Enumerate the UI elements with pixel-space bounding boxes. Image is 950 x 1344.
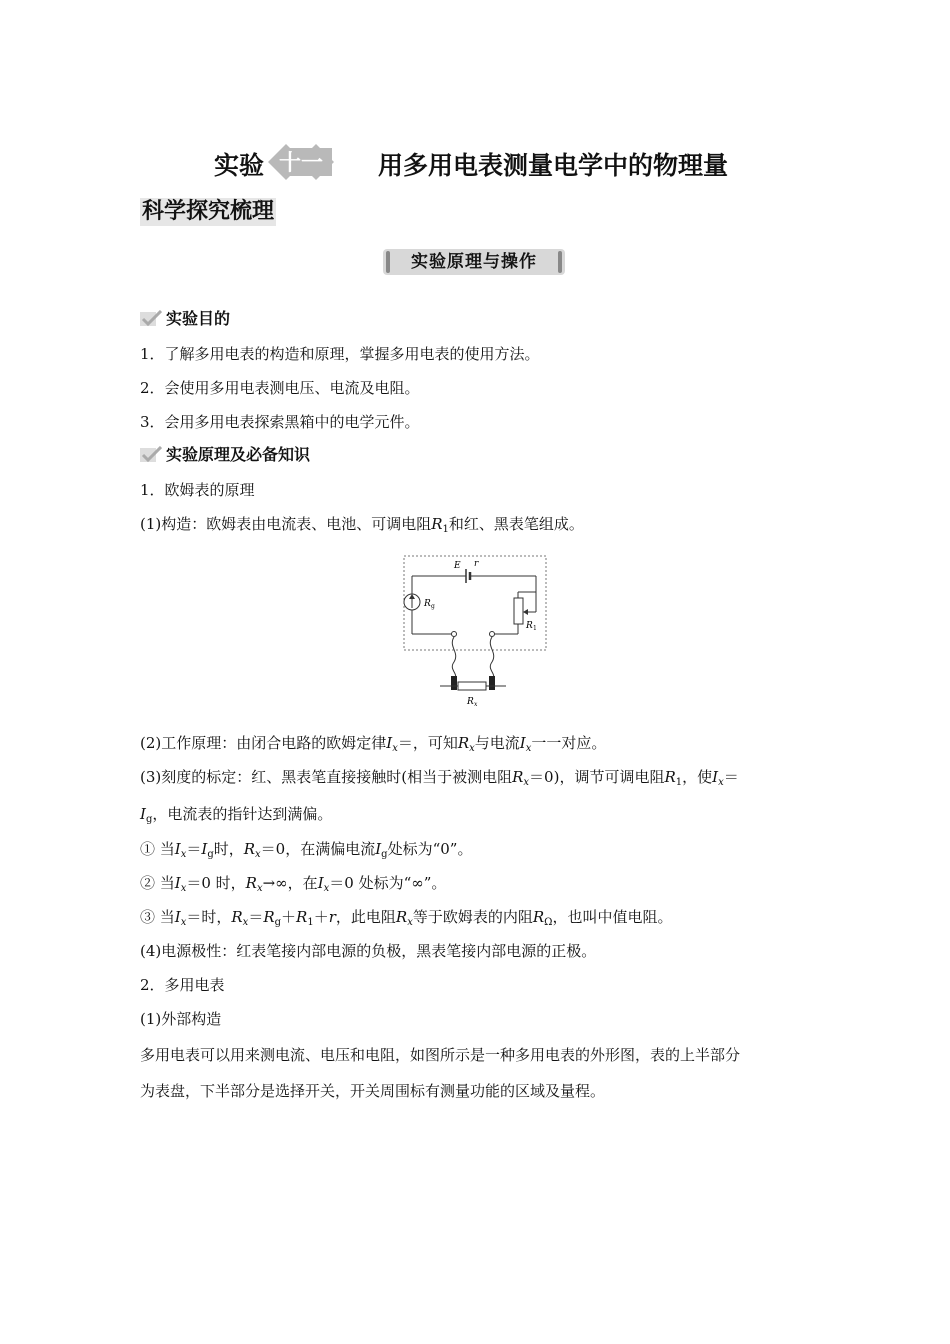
title-prefix: 实验	[214, 151, 265, 180]
purpose-item-1: 1．了解多用电表的构造和原理，掌握多用电表的使用方法。	[140, 345, 540, 363]
case-1-line: ① 当$I_x=I_g$时，$R_x=0$，在满偏电流$I_g$处标为“0”。	[140, 840, 473, 860]
scale-line-2: $I_g$，电流表的指针达到满偏。	[140, 805, 333, 825]
purpose-heading	[140, 307, 230, 331]
case-2-line: ② 当$I_x=0$ 时，$R_x\to\infty$，在$I_x=0$ 处标为“∞”。	[140, 874, 447, 894]
experiment-number-badge	[266, 142, 352, 182]
principle-heading	[140, 443, 310, 467]
work-principle-line: (2)工作原理：由闭合电路的欧姆定律$I_x=$，可知$R_x$与电流$I_x$一一对应。	[140, 734, 607, 754]
paragraph-line-2: 为表盘，下半部分是选择开关，开关周围标有测量功能的区域及量程。	[140, 1082, 606, 1100]
svg-text:E: E	[454, 561, 461, 571]
scale-line-1: (3)刻度的标定：红、黑表笔直接接触时(相当于被测电阻$R_x=0$)，调节可调电阻$R_1$，使$I_x=$	[140, 768, 739, 788]
badge-text: 十一	[278, 151, 324, 176]
purpose-item-3: 3．会用多用电表探索黑箱中的电学元件。	[140, 413, 420, 431]
svg-text:r: r	[474, 559, 479, 569]
title-main: 用多用电表测量电学中的物理量	[378, 151, 729, 180]
ohmmeter-principle-heading: 1．欧姆表的原理	[140, 481, 255, 499]
svg-text:R: R	[424, 599, 431, 609]
ohmmeter-circuit-diagram	[396, 552, 556, 710]
svg-text:g: g	[431, 603, 435, 610]
checkmark-icon	[140, 310, 162, 326]
multimeter-heading: 2．多用电表	[140, 976, 225, 994]
polarity-line: (4)电源极性：红表笔接内部电源的负极，黑表笔接内部电源的正极。	[140, 942, 597, 960]
construct-line: (1)构造：欧姆表由电流表、电池、可调电阻$R_1$和红、黑表笔组成。	[140, 515, 584, 535]
external-structure-heading: (1)外部构造	[140, 1010, 222, 1028]
page-title	[0, 142, 950, 182]
section-header: 科学探究梳理	[142, 199, 275, 224]
svg-text:x: x	[474, 701, 478, 708]
checkmark-icon	[140, 446, 162, 462]
case-3-line: ③ 当$I_x=$时，$R_x=R_g+R_1+r$，此电阻$R_x$等于欧姆表的内阻$R_\Omega$，也叫中值电阻。	[140, 908, 673, 928]
svg-text:R: R	[526, 621, 533, 631]
svg-text:R: R	[467, 697, 474, 707]
purpose-item-2: 2．会使用多用电表测电压、电流及电阻。	[140, 379, 420, 397]
paragraph-line-1: 多用电表可以用来测电流、电压和电阻，如图所示是一种多用电表的外形图，表的上半部分	[140, 1046, 741, 1064]
principle-heading-text: 实验原理及必备知识	[166, 445, 311, 464]
purpose-heading-text: 实验目的	[166, 309, 231, 328]
svg-text:1: 1	[533, 625, 537, 632]
subsection-pill: 实验原理与操作	[383, 249, 565, 275]
